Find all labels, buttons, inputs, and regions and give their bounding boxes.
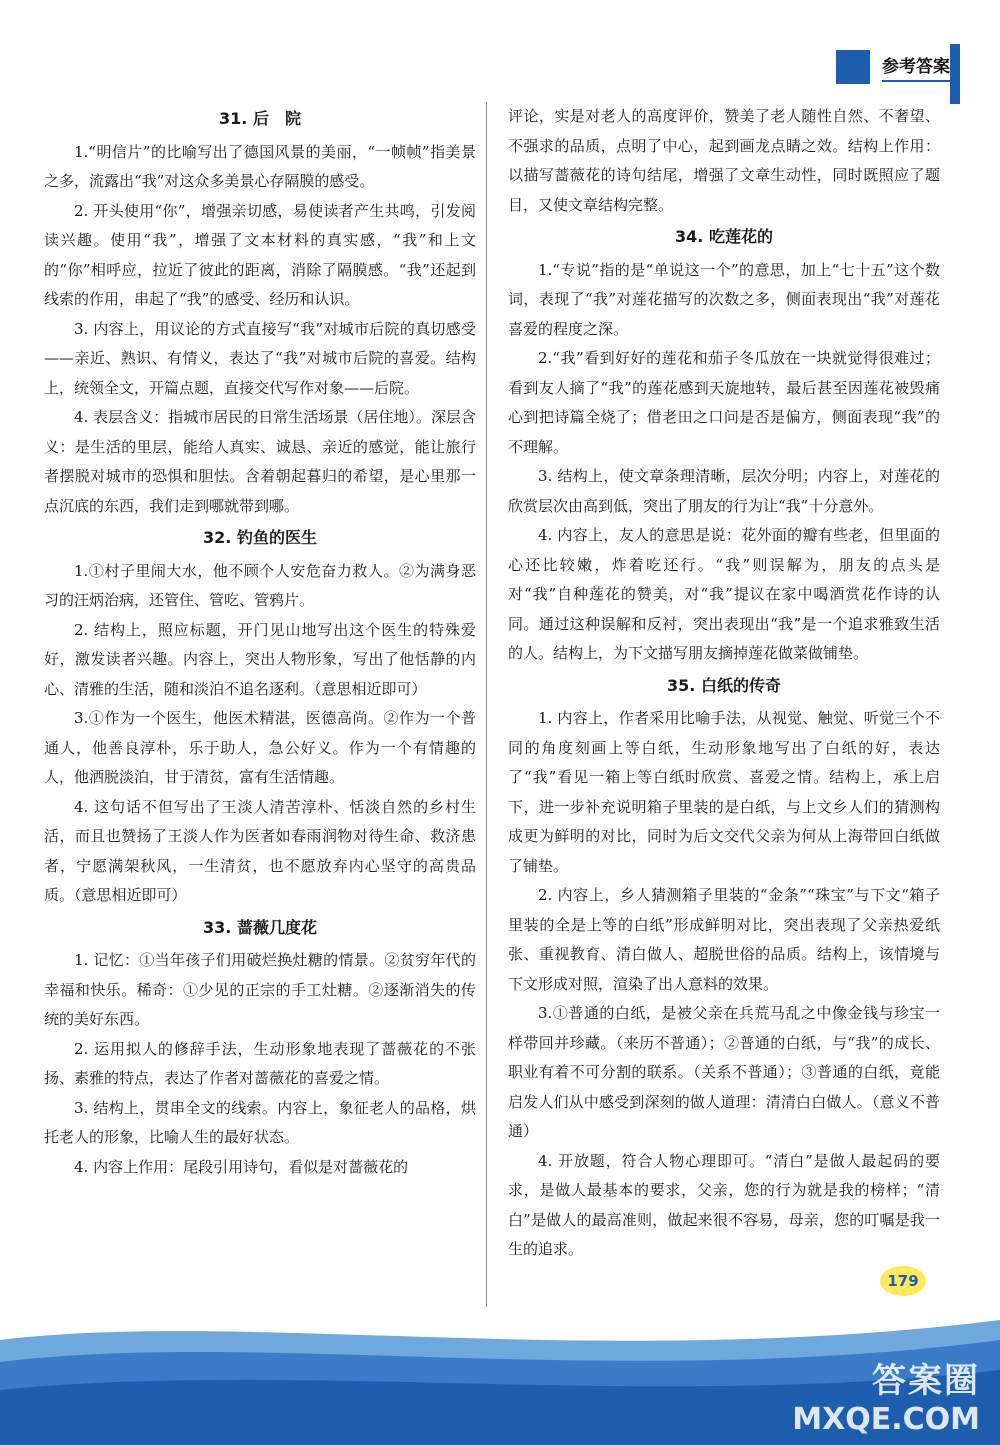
answer-34-2: 2.“我”看到好好的莲花和茄子冬瓜放在一块就觉得很难过；看到友人摘了“我”的莲花感到天旋地转，最后甚至因莲花被毁痛心到把诗篇全烧了；借老田之口问是否是偏方，侧面表现“我”的不理解。 — [508, 349, 940, 456]
left-column — [44, 102, 476, 1182]
page-number: 179 — [880, 1266, 926, 1296]
header-square-icon — [836, 50, 870, 84]
section-title-35: 35. 白纸的传奇 — [667, 675, 781, 695]
answer-34-1: 1.“专说”指的是“单说这一个”的意思，加上“七十五”这个数词，表现了“我”对莲花描写的次数之多，侧面表现出“我”对莲花喜爱的程度之深。 — [508, 260, 940, 338]
answer-32-2: 2. 结构上，照应标题，开门见山地写出这个医生的特殊爱好，激发读者兴趣。内容上，突出人物形象，写出了他恬静的内心、清雅的生活，随和淡泊不追名逐利。（意思相近即可） — [44, 620, 476, 698]
answer-32-1: 1.①村子里闹大水，他不顾个人安危奋力救人。②为满身恶习的汪炳治病，还管住、管吃、管鸦片。 — [44, 561, 476, 609]
answer-32-3: 3.①作为一个医生，他医术精湛，医德高尚。②作为一个普通人，他善良淳朴，乐于助人，急公好义。作为一个有情趣的人，他洒脱淡泊，甘于清贫，富有生活情趣。 — [44, 709, 476, 786]
answer-31-3: 3. 内容上，用议论的方式直接写“我”对城市后院的真切感受——亲近、熟识、有情义，表达了“我”对城市后院的喜爱。结构上，统领全文，开篇点题，直接交代写作对象——后院。 — [44, 319, 476, 397]
answer-33-3: 3. 结构上，贯串全文的线索。内容上，象征老人的品格，烘托老人的形象，比喻人生的最好状态。 — [44, 1098, 476, 1146]
footer-wave-band — [0, 1300, 1000, 1445]
answer-34-4: 4. 内容上，友人的意思是说：花外面的瓣有些老，但里面的心还比较嫩，炸着吃还行。“我”则误解为，朋友的点头是对“我”自种莲花的赞美，对“我”提议在家中喝酒赏花作诗的认同。通过这种误解和反衬，突出表现出“我”是一个追求雅致生活的人。结构上，为下文描写朋友摘掉莲花做菜做铺垫。 — [508, 526, 940, 662]
section-title-33: 33. 蔷薇几度花 — [203, 917, 317, 937]
section-title-31: 31. 后 院 — [219, 109, 301, 128]
header-label: 参考答案 — [882, 52, 950, 82]
column-divider — [486, 102, 487, 1307]
answer-35-1: 1. 内容上，作者采用比喻手法，从视觉、触觉、听觉三个不同的角度刻画上等白纸，生动形象地写出了白纸的好，表达了“我”看见一箱上等白纸时欣赏、喜爱之情。结构上，承上启下，进一步补充说明箱子里装的是白纸，与上文乡人们的猜测构成更为鲜明的对比，同时为后文交代父亲为何从上海带回白纸做了铺垫。 — [508, 709, 940, 875]
section-title-34: 34. 吃莲花的 — [675, 227, 773, 246]
answer-31-2: 2. 开头使用“你”，增强亲切感，易使读者产生共鸣，引发阅读兴趣。使用“我”，增强了文本材料的真实感，“我”和上文的“你”相呼应，拉近了彼此的距离，消除了隔膜感。“我”还起到线索的作用，串起了“我”的感受、经历和认识。 — [44, 201, 476, 308]
answer-35-4: 4. 开放题，符合人物心理即可。“清白”是做人最起码的要求，是做人最基本的要求，父亲，您的行为就是我的榜样；“清白”是做人的最高准则，做起来很不容易，母亲，您的叮嘱是我一生的追求。 — [508, 1151, 940, 1258]
answer-32-4: 4. 这句话不但写出了王淡人清苦淳朴、恬淡自然的乡村生活，而且也赞扬了王淡人作为医者如春雨润物对待生命、救济患者，宁愿满架秋风，一生清贫，也不愿放弃内心坚守的高贵品质。（意思相近即可） — [44, 797, 476, 904]
watermark-cn: 答案圈 — [872, 1361, 980, 1401]
answer-34-3: 3. 结构上，使文章条理清晰，层次分明；内容上，对莲花的欣赏层次由高到低，突出了朋友的行为让“我”十分意外。 — [508, 467, 940, 515]
header-bar — [950, 44, 960, 104]
answer-header — [836, 48, 950, 86]
watermark-url: MXQE.COM — [792, 1402, 980, 1437]
answer-33-2: 2. 运用拟人的修辞手法，生动形象地表现了蔷薇花的不张扬、素雅的特点，表达了作者对蔷薇花的喜爱之情。 — [44, 1039, 476, 1087]
answer-33-4-continued: 评论，实是对老人的高度评价，赞美了老人随性自然、不奢望、不强求的品质，点明了中心，起到画龙点睛之效。结构上作用：以描写蔷薇花的诗句结尾，增强了文章生动性，同时既照应了题目，又使文章结构完整。 — [508, 107, 940, 214]
answer-33-4: 4. 内容上作用：尾段引用诗句，看似是对蔷薇花的 — [74, 1157, 409, 1176]
watermark — [792, 1353, 980, 1437]
answer-33-1: 1. 记忆：①当年孩子们用破烂换灶糖的情景。②贫穷年代的幸福和快乐。稀奇：①少见的正宗的手工灶糖。②逐渐消失的传统的美好东西。 — [44, 951, 476, 1028]
answer-31-1: 1.“明信片”的比喻写出了德国风景的美丽，“一帧帧”指美景之多，流露出“我”对这众多美景心存隔膜的感受。 — [44, 142, 476, 190]
answer-35-2: 2. 内容上，乡人猜测箱子里装的“金条”“珠宝”与下文“箱子里装的全是上等的白纸”形成鲜明对比，突出表现了父亲热爱纸张、重视教育、清白做人、超脱世俗的品质。结构上，该情境与下文形成对照，渲染了出人意料的效果。 — [508, 886, 940, 993]
right-column — [508, 102, 940, 1265]
answer-35-3: 3.①普通的白纸，是被父亲在兵荒马乱之中像金钱与珍宝一样带回并珍藏。（来历不普通）；②普通的白纸，与“我”的成长、职业有着不可分割的联系。（关系不普通）；③普通的白纸，竟能启发人们从中感受到深刻的做人道理：清清白白做人。（意义不普通） — [508, 1004, 940, 1140]
section-title-32: 32. 钓鱼的医生 — [203, 528, 317, 547]
answer-31-4: 4. 表层含义：指城市居民的日常生活场景（居住地）。深层含义：是生活的里层，能给人真实、诚恳、亲近的感觉，能让旅行者摆脱对城市的恐惧和胆怯。含着朝起暮归的希望，是心里那一点沉底的东西，我们走到哪就带到哪。 — [44, 408, 476, 515]
